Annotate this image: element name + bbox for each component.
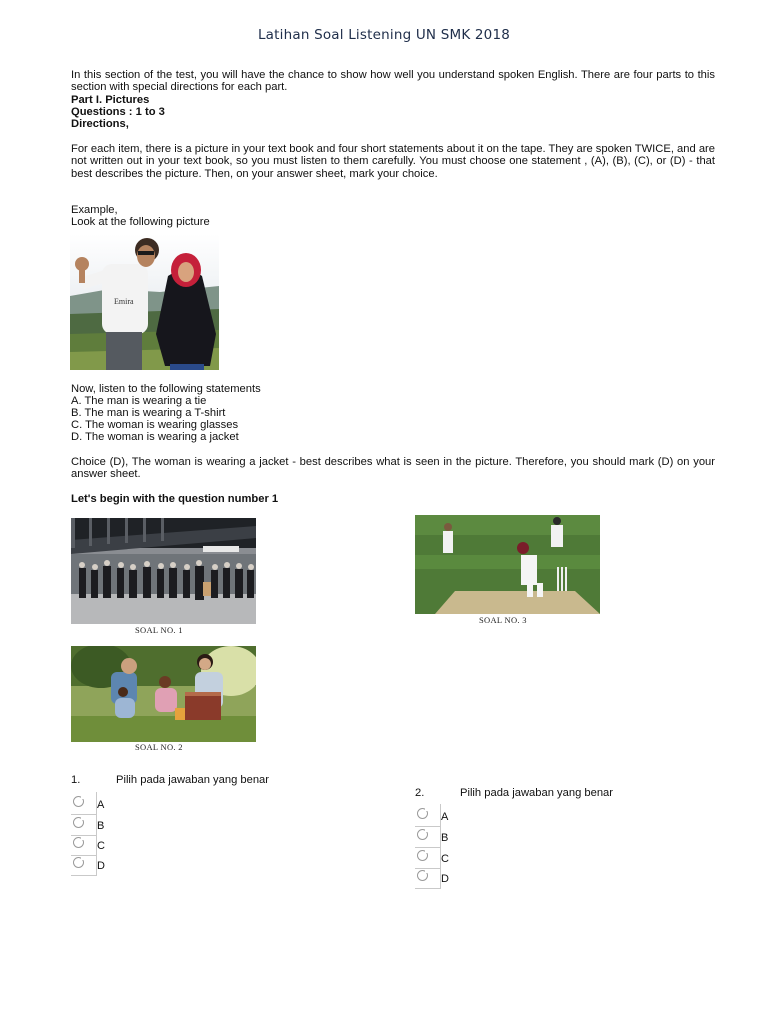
radio-button[interactable] (73, 817, 84, 828)
soal-2-photo (71, 646, 256, 742)
question-2-option-a[interactable] (415, 807, 455, 827)
option-label: D (441, 873, 449, 885)
question-1-option-c[interactable] (71, 836, 111, 856)
question-2-option-b[interactable] (415, 828, 455, 848)
directions-label: Directions, (71, 118, 129, 130)
example-option-d: D. The woman is wearing a jacket (71, 431, 239, 443)
question-2-number: 2. (415, 787, 425, 799)
question-1-option-a[interactable] (71, 795, 111, 815)
example-option-a: A. The man is wearing a tie (71, 395, 207, 407)
option-label: B (97, 820, 105, 832)
question-2-option-c[interactable] (415, 849, 455, 869)
option-label: C (97, 840, 105, 852)
question-1-option-b[interactable] (71, 816, 111, 836)
soal-1-photo (71, 518, 256, 624)
radio-button[interactable] (73, 857, 84, 868)
intro-paragraph: In this section of the test, you will have the chance to show how well you understand spoken English. There are four parts to this section with special directions for each part. (71, 69, 715, 94)
directions-paragraph: For each item, there is a picture in your text book and four short statements about it on the tape. They are spoken TWICE, and are not written out in your text book, so you must listen to them carefully. You must choose one statement , (A), (B), (C), or (D) - that best describes the picture. Then, on your answer sheet, mark your choice. (71, 143, 715, 180)
listen-intro: Now, listen to the following statements (71, 383, 261, 395)
question-1-number: 1. (71, 774, 81, 786)
example-label: Example, (71, 204, 118, 216)
option-label: A (441, 811, 449, 823)
example-photo (70, 234, 219, 370)
example-option-b: B. The man is wearing a T-shirt (71, 407, 226, 419)
question-2-prompt: Pilih pada jawaban yang benar (460, 787, 614, 799)
soal-3-caption: SOAL NO. 3 (479, 615, 527, 625)
page-title: Latihan Soal Listening UN SMK 2018 (257, 27, 511, 43)
part-heading: Part I. Pictures (71, 94, 150, 106)
radio-button[interactable] (73, 796, 84, 807)
question-2-option-d[interactable] (415, 869, 455, 889)
radio-button[interactable] (417, 850, 428, 861)
questions-range: Questions : 1 to 3 (71, 106, 165, 118)
begin-heading: Let's begin with the question number 1 (71, 493, 279, 505)
question-1-prompt: Pilih pada jawaban yang benar (116, 774, 270, 786)
soal-1-caption: SOAL NO. 1 (135, 625, 183, 635)
radio-button[interactable] (417, 870, 428, 881)
option-label: B (441, 832, 449, 844)
radio-button[interactable] (417, 829, 428, 840)
soal-3-photo (415, 515, 600, 614)
option-label: A (97, 799, 105, 811)
svg-text:Emira: Emira (114, 297, 134, 306)
option-label: D (97, 860, 105, 872)
example-option-c: C. The woman is wearing glasses (71, 419, 239, 431)
radio-button[interactable] (417, 808, 428, 819)
example-instruction: Look at the following picture (71, 216, 210, 228)
radio-button[interactable] (73, 837, 84, 848)
soal-2-caption: SOAL NO. 2 (135, 742, 183, 752)
question-1-option-d[interactable] (71, 856, 111, 876)
example-answer: Choice (D), The woman is wearing a jacket - best describes what is seen in the picture. Therefore, you should mark (D) on your answer sheet. (71, 456, 715, 481)
option-label: C (441, 853, 449, 865)
